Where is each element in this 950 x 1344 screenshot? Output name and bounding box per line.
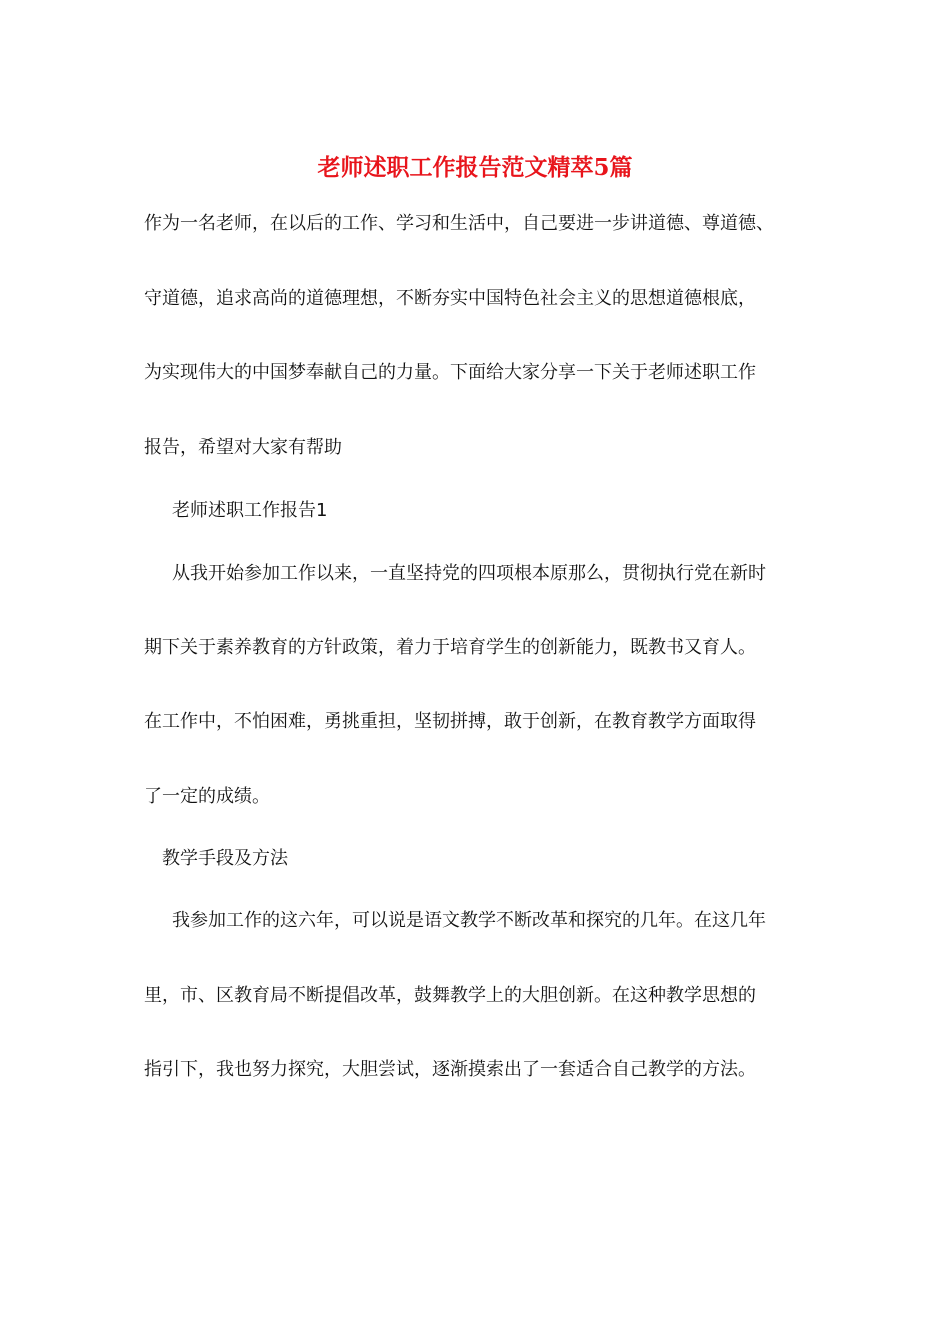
section1-heading: 老师述职工作报告1	[172, 500, 328, 521]
intro-line-1: 作为一名老师，在以后的工作、学习和生活中，自己要进一步讲道德、尊道德、	[144, 213, 774, 234]
subsection-line-2: 里，市、区教育局不断提倡改革，鼓舞教学上的大胆创新。在这种教学思想的	[144, 985, 756, 1006]
subsection-line-1: 我参加工作的这六年，可以说是语文教学不断改革和探究的几年。在这几年	[172, 910, 766, 931]
section1-line-2: 期下关于素养教育的方针政策，着力于培育学生的创新能力，既教书又育人。	[144, 637, 756, 658]
document-title: 老师述职工作报告范文精萃5篇	[317, 154, 633, 181]
section1-line-1: 从我开始参加工作以来，一直坚持党的四项根本原那么，贯彻执行党在新时	[172, 563, 766, 584]
intro-line-3: 为实现伟大的中国梦奉献自己的力量。下面给大家分享一下关于老师述职工作	[144, 362, 756, 383]
section1-line-4: 了一定的成绩。	[144, 786, 270, 807]
subsection-line-3: 指引下，我也努力探究，大胆尝试，逐渐摸索出了一套适合自己教学的方法。	[144, 1059, 756, 1080]
subsection-heading: 教学手段及方法	[162, 848, 288, 869]
intro-line-4: 报告，希望对大家有帮助	[144, 437, 342, 458]
intro-line-2: 守道德，追求高尚的道德理想，不断夯实中国特色社会主义的思想道德根底，	[144, 288, 756, 309]
section1-line-3: 在工作中，不怕困难，勇挑重担，坚韧拼搏，敢于创新，在教育教学方面取得	[144, 711, 756, 732]
